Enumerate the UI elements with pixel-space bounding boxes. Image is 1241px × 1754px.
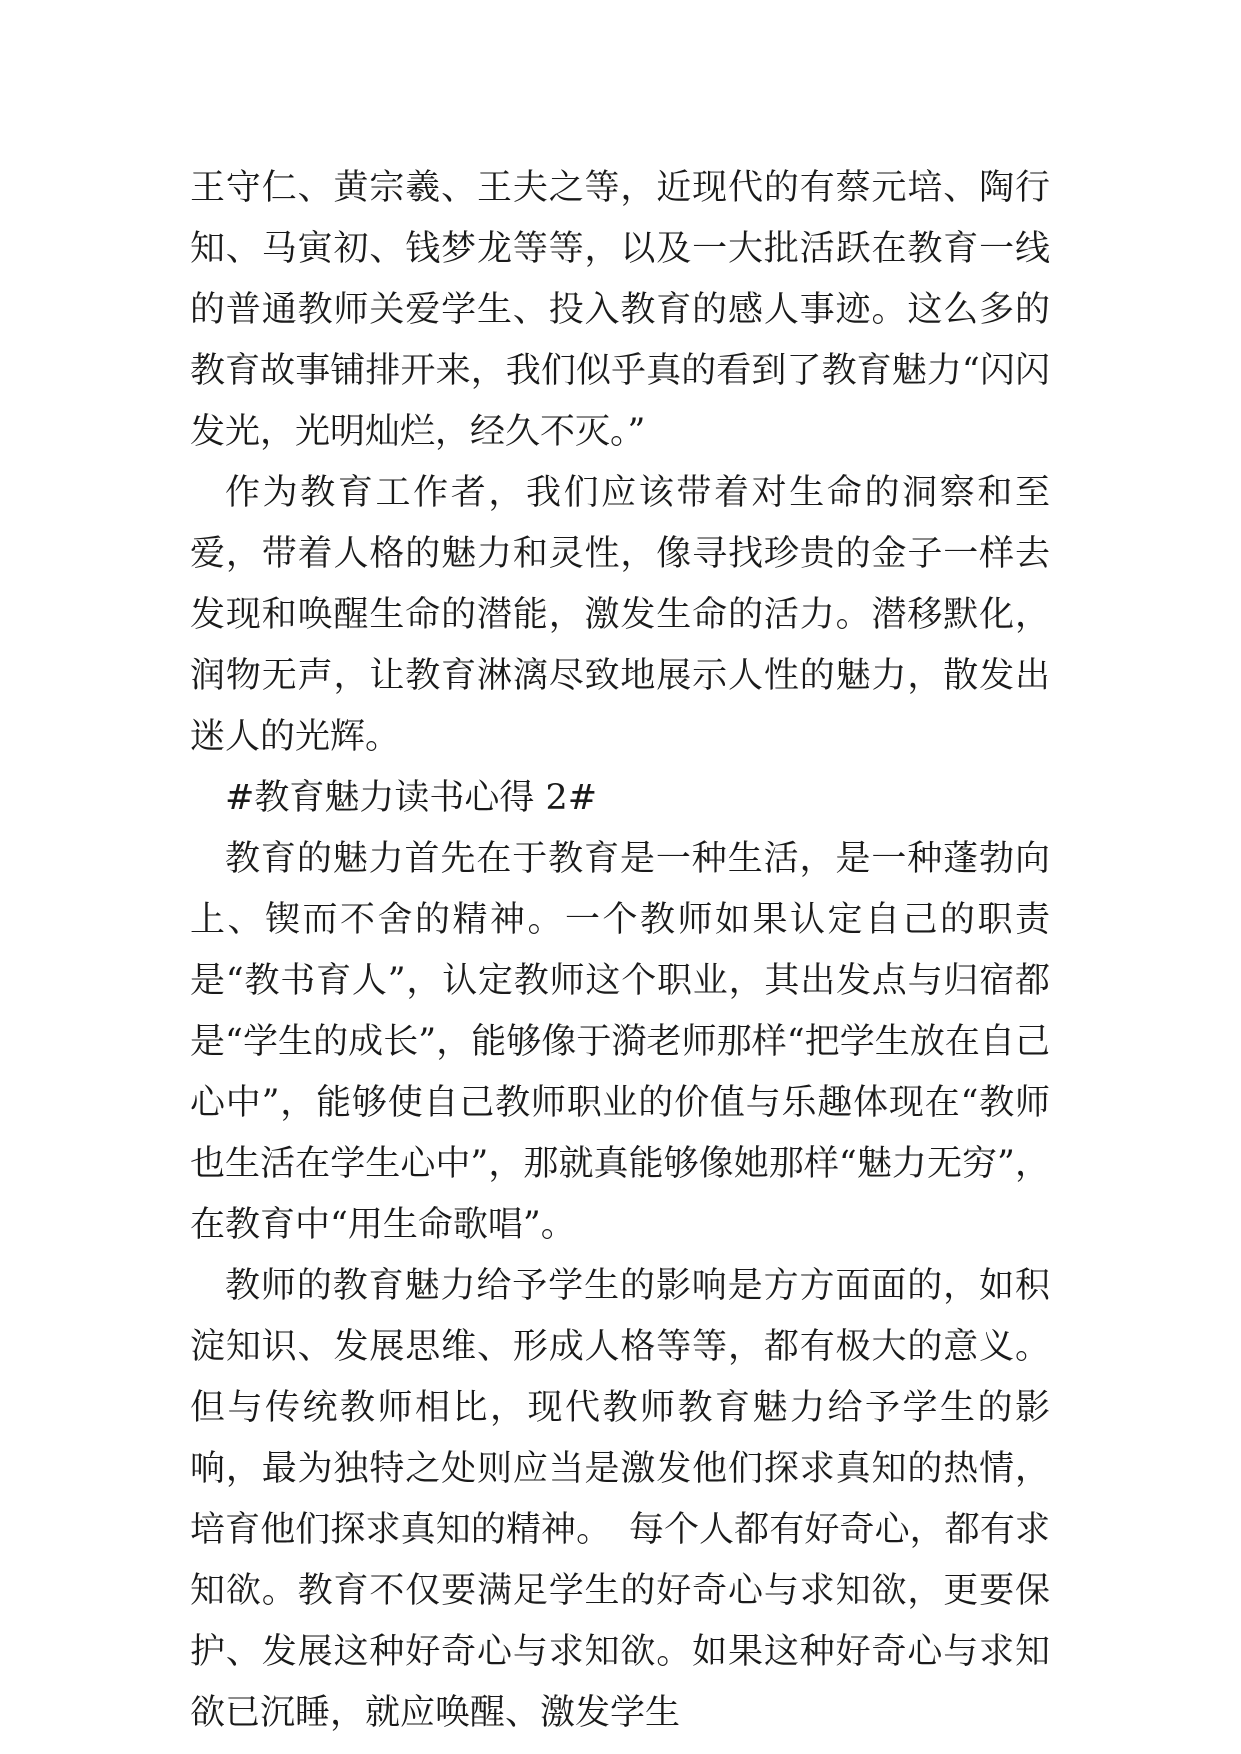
paragraph: 教育的魅力首先在于教育是一种生活，是一种蓬勃向上、锲而不舍的精神。一个教师如果认定自己的职责是“教书育人”，认定教师这个职业，其出发点与归宿都是“学生的成长”，能够像于漪老师那样“把学生放在自己心中”，能够使自己教师职业的价值与乐趣体现在“教师也生活在学生心中”，那就真能够像她那样“魅力无穷”，在教育中“用生命歌唱”。 <box>190 839 1050 1245</box>
section-heading: #教育魅力读书心得 2# <box>225 778 598 818</box>
paragraph: 作为教育工作者，我们应该带着对生命的洞察和至爱，带着人格的魅力和灵性，像寻找珍贵的金子一样去发现和唤醒生命的潜能，激发生命的活力。潜移默化，润物无声，让教育淋漓尽致地展示人性的魅力，散发出迷人的光辉。 <box>190 473 1050 757</box>
paragraph: 教师的教育魅力给予学生的影响是方方面面的，如积淀知识、发展思维、形成人格等等，都有极大的意义。但与传统教师相比，现代教师教育魅力给予学生的影响，最为独特之处则应当是激发他们探求真知的热情，培育他们探求真知的精神。 每个人都有好奇心，都有求知欲。教育不仅要满足学生的好奇心与求知欲，更要保护、发展这种好奇心与求知欲。如果这种好奇心与求知欲已沉睡，就应唤醒、激发学生 <box>190 1266 1050 1733</box>
document-body <box>190 158 1050 1744</box>
paragraph-continued: 王守仁、黄宗羲、王夫之等，近现代的有蔡元培、陶行知、马寅初、钱梦龙等等，以及一大批活跃在教育一线的普通教师关爱学生、投入教育的感人事迹。这么多的教育故事铺排开来，我们似乎真的看到了教育魅力“闪闪发光，光明灿烂，经久不灭。” <box>190 168 1050 452</box>
